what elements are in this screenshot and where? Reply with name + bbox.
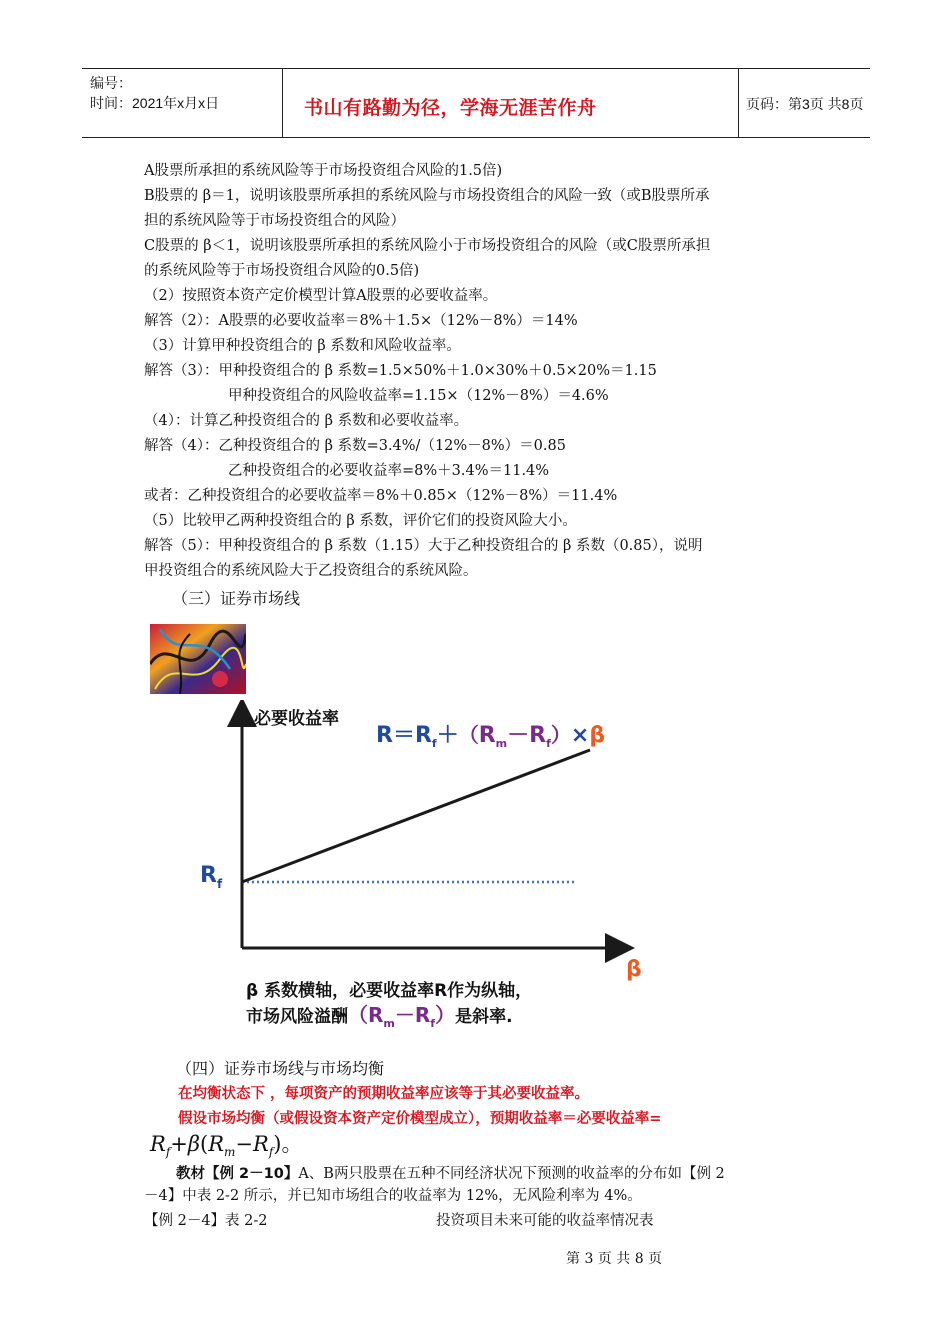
header-right-cell: [738, 69, 870, 137]
example-label: 教材【例 2－10】: [176, 1166, 299, 1182]
number-label: 编号：: [90, 75, 132, 91]
body-line: 乙种投资组合的必要收益率=8%＋3.4%＝11.4%: [228, 463, 550, 479]
body-line: C股票的 β＜1，说明该股票所承担的系统风险小于市场投资组合的风险（或C股票所承担: [144, 238, 711, 254]
body-line: A股票所承担的系统风险等于市场投资组合风险的1.5倍): [144, 163, 503, 179]
header-middle-cell: [282, 69, 739, 137]
rf-label: $R_f$: [200, 863, 223, 891]
chart-caption-line2: 市场风险溢酬$(R_m-R_f)$是斜率.: [246, 1003, 513, 1030]
capm-formula: [150, 1128, 303, 1159]
sml-line: [242, 750, 590, 882]
formula-rf-sub: f: [268, 1145, 274, 1160]
body-line: （2）按照资本资产定价模型计算A股票的必要收益率。: [144, 288, 498, 304]
sml-formula: $R=R_f+(R_m-R_f)\times\beta$: [376, 723, 606, 750]
table-ref-right: 投资项目未来可能的收益率情况表: [436, 1213, 654, 1229]
formula-open: (: [200, 1132, 209, 1156]
y-axis-label: 必要收益率: [254, 709, 339, 729]
formula-r-sub: f: [165, 1145, 171, 1160]
x-axis-label: β: [626, 957, 642, 982]
body-line: 解答（4）：乙种投资组合的 β 系数=3.4%/（12%－8%）＝0.85: [144, 438, 566, 454]
example-text: A、B两只股票在五种不同经济状况下预测的收益率的分布如【例 2: [298, 1166, 725, 1182]
formula-end: 。: [281, 1132, 303, 1156]
motto: 书山有路勤为径，学海无涯苦作舟: [304, 97, 597, 119]
page-label: 页码：第3页 共8页: [746, 96, 864, 112]
formula-plus-beta: +β: [170, 1132, 201, 1156]
equilibrium-statement: 在均衡状态下 ，每项资产的预期收益率应该等于其必要收益率。: [178, 1086, 590, 1102]
body-line: B股票的 β＝1，说明该股票所承担的系统风险与市场投资组合的风险一致（或B股票所承: [144, 188, 710, 204]
body-line: （4）：计算乙种投资组合的 β 系数和必要收益率。: [144, 413, 469, 429]
section-title-sml: （三）证券市场线: [172, 589, 301, 608]
body-line: （5）比较甲乙两种投资组合的 β 系数，评价它们的投资风险大小。: [144, 513, 577, 529]
body-line: 解答（3）：甲种投资组合的 β 系数=1.5×50%＋1.0×30%＋0.5×20%＝1.15: [144, 363, 657, 379]
section-title-equilibrium: （四）证券市场线与市场均衡: [176, 1059, 385, 1078]
formula-minus: −: [235, 1132, 254, 1156]
body-line: 解答（5）：甲种投资组合的 β 系数（1.15）大于乙种投资组合的 β 系数（0.85），说明: [144, 538, 703, 554]
formula-rm-sub: m: [224, 1145, 236, 1160]
table-ref-left: 【例 2－4】表 2-2: [144, 1213, 268, 1229]
equilibrium-assumption: 假设市场均衡（或假设资本资产定价模型成立），预期收益率＝必要收益率=: [178, 1111, 662, 1127]
body-line: 或者：乙种投资组合的必要收益率＝8%＋0.85×（12%－8%）＝11.4%: [144, 488, 618, 504]
page-header: [82, 68, 870, 138]
formula-rf: R: [253, 1132, 269, 1156]
time-label: 时间：2021年x月x日: [90, 95, 220, 111]
body-line: 解答（2）：A股票的必要收益率＝8%＋1.5×（12%－8%）＝14%: [144, 313, 578, 329]
header-left-cell: [82, 69, 283, 137]
page-footer: 第 3 页 共 8 页: [566, 1251, 663, 1267]
example-line-1: [176, 1162, 725, 1183]
decorative-image: [150, 624, 246, 694]
body-line: 担的系统风险等于市场投资组合的风险）: [144, 213, 405, 229]
formula-rm: R: [208, 1132, 225, 1156]
body-line: 的系统风险等于市场投资组合风险的0.5倍): [144, 263, 420, 279]
formula-close: ): [273, 1132, 282, 1156]
body-line: （3）计算甲种投资组合的 β 系数和风险收益率。: [144, 338, 461, 354]
formula-r: R: [150, 1132, 166, 1156]
chart-caption-line1: β 系数横轴，必要收益率R作为纵轴，: [246, 981, 533, 1001]
sml-chart: [190, 700, 670, 1030]
body-line: 甲投资组合的系统风险大于乙投资组合的系统风险。: [144, 563, 478, 579]
example-line-2: －4】中表 2-2 所示，并已知市场组合的收益率为 12%，无风险利率为 4%。: [144, 1188, 642, 1204]
body-line: 甲种投资组合的风险收益率=1.15×（12%－8%）＝4.6%: [228, 388, 609, 404]
